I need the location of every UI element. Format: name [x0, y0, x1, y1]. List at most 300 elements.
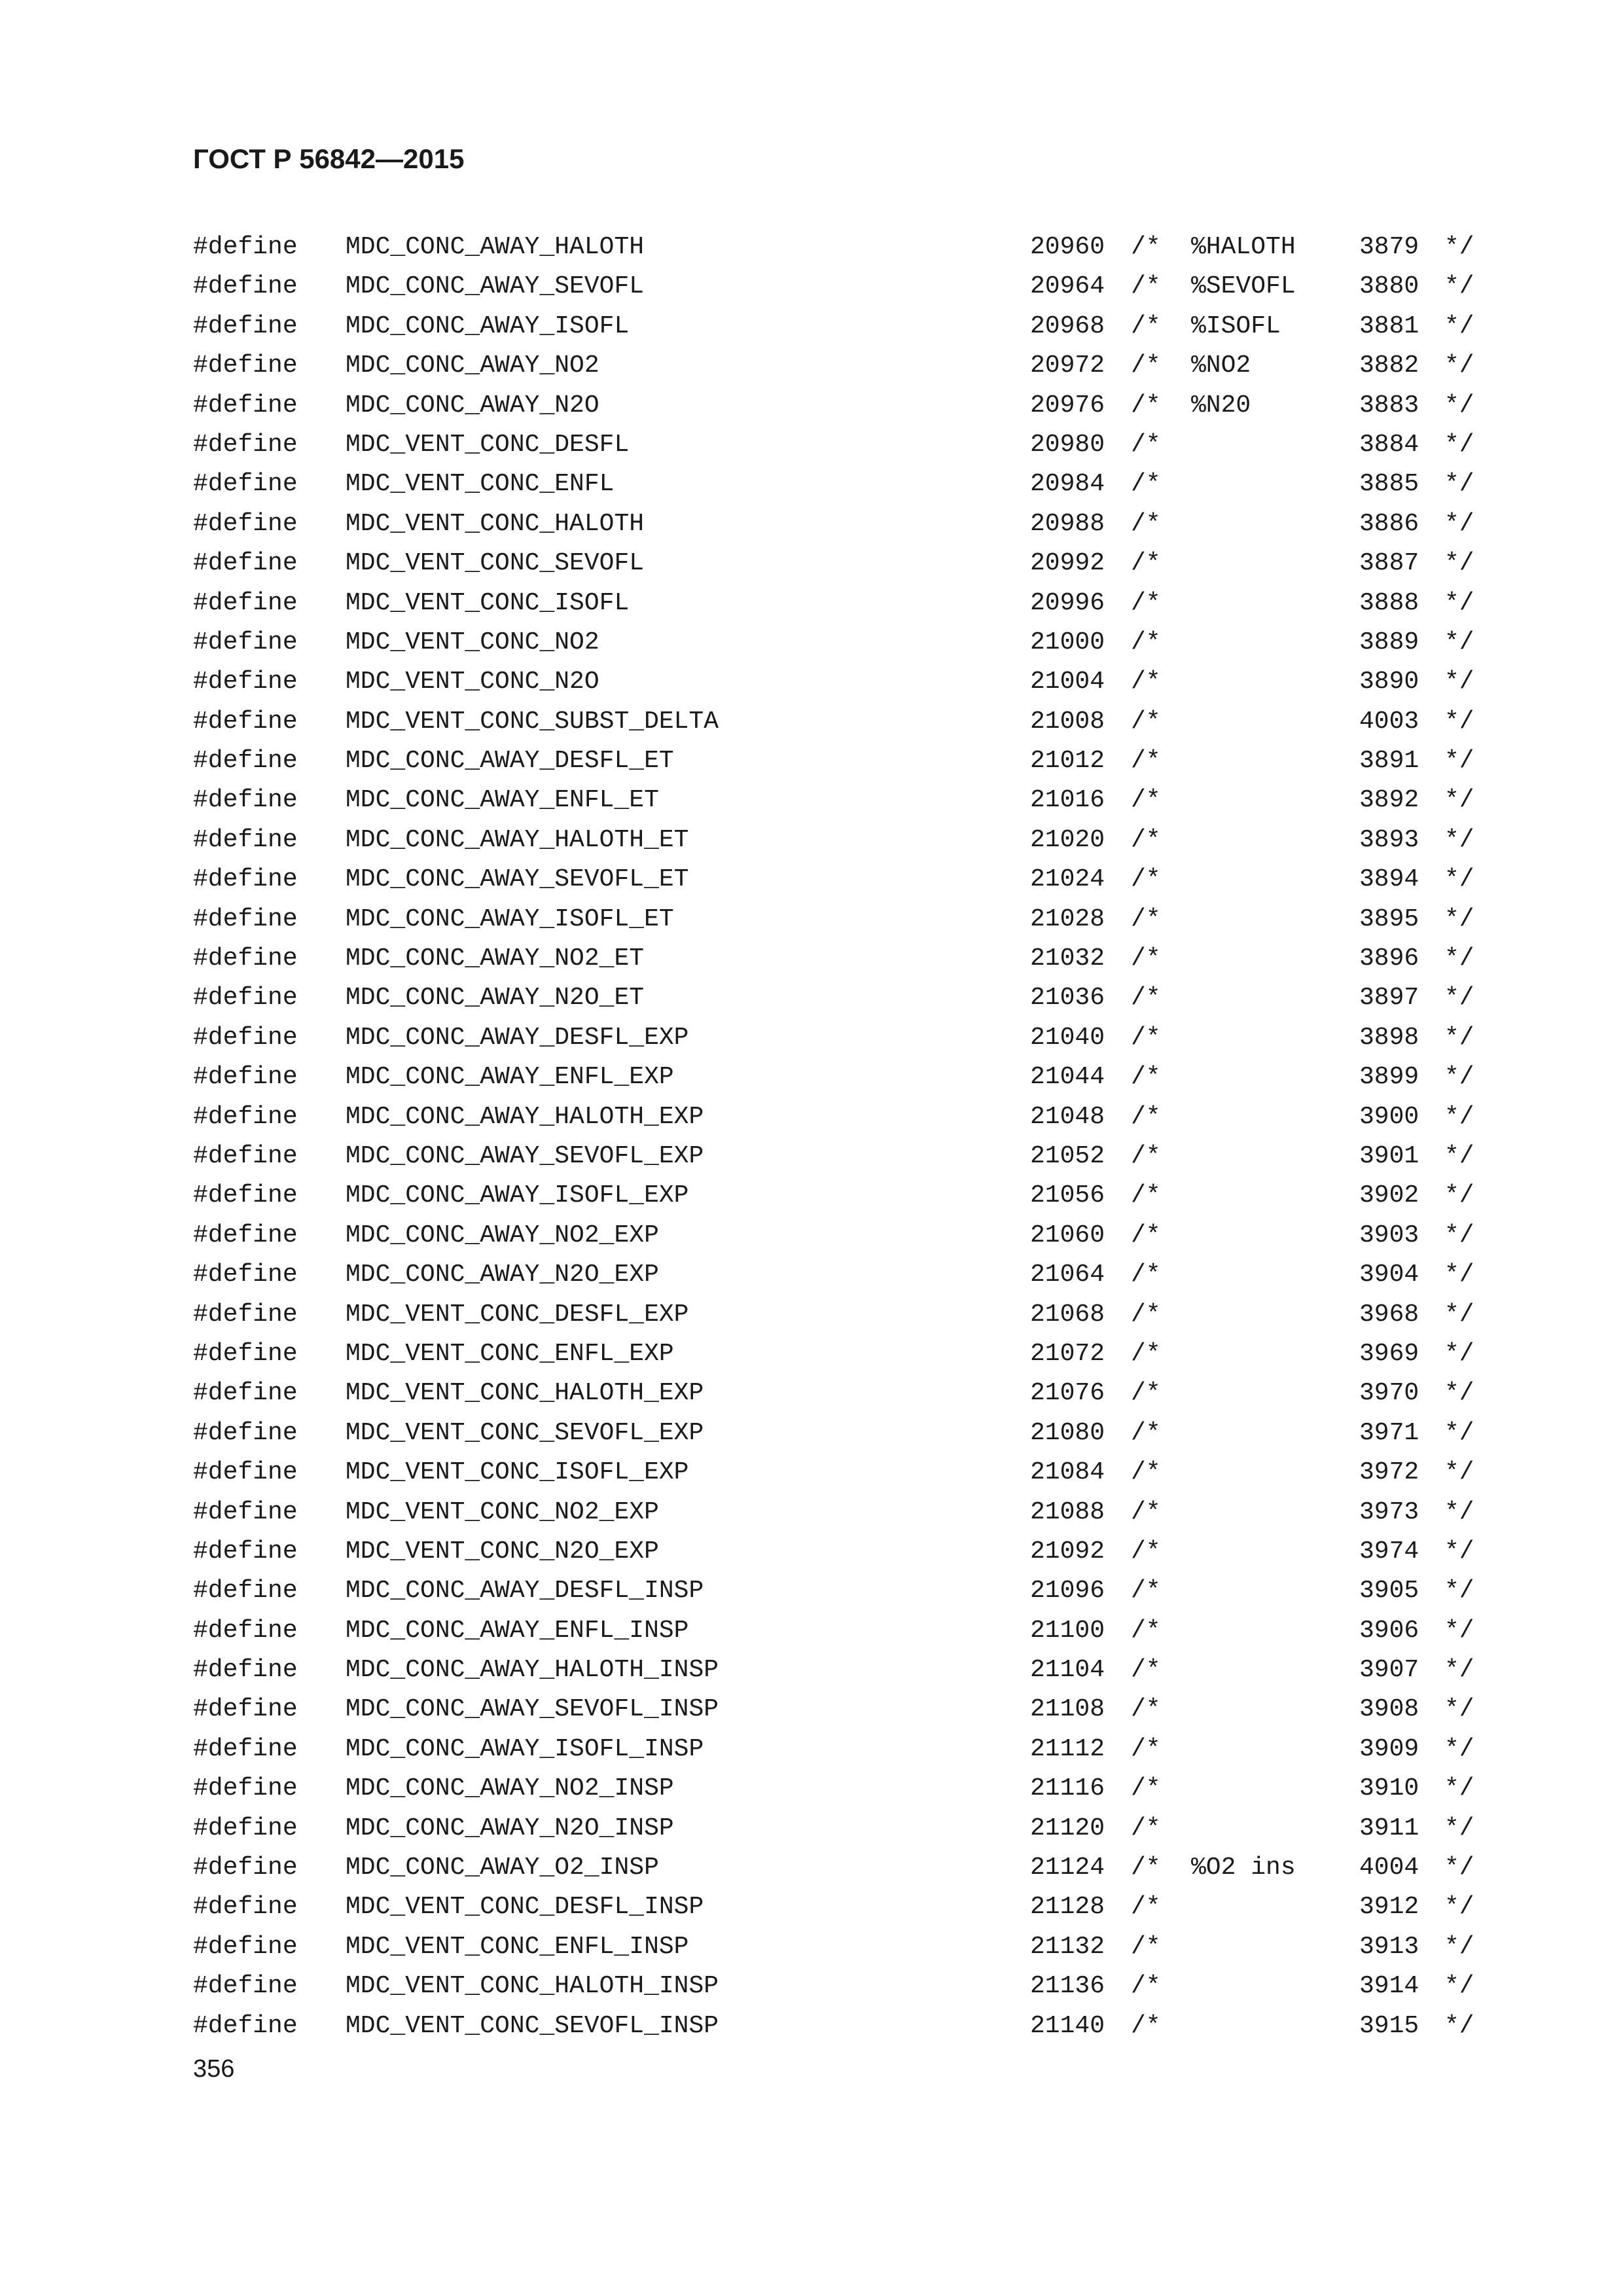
comment-close: */ [1444, 1577, 1474, 1605]
define-keyword: #define [193, 786, 298, 815]
define-keyword: #define [193, 312, 298, 340]
comment-close: */ [1444, 1854, 1474, 1882]
comment-close: */ [1444, 1102, 1474, 1131]
macro-value: 21048 [1030, 1102, 1105, 1131]
macro-name: MDC_VENT_CONC_ISOFL_EXP [346, 1458, 689, 1487]
macro-name: MDC_CONC_AWAY_N2O_EXP [346, 1261, 659, 1289]
comment-close: */ [1444, 944, 1474, 973]
macro-name: MDC_CONC_AWAY_DESFL_EXP [346, 1023, 689, 1052]
code-line [0, 1374, 1623, 1413]
macro-name: MDC_VENT_CONC_NO2 [346, 628, 599, 656]
define-keyword: #define [193, 1458, 298, 1487]
comment-note: %O2 ins [1191, 1854, 1296, 1882]
code-line [0, 505, 1623, 544]
define-keyword: #define [193, 1339, 298, 1368]
macro-name: MDC_VENT_CONC_HALOTH_INSP [346, 1972, 719, 2001]
macro-name: MDC_VENT_CONC_SUBST_DELTA [346, 707, 719, 736]
macro-name: MDC_VENT_CONC_HALOTH [346, 509, 645, 538]
comment-close: */ [1444, 430, 1474, 459]
comment-close: */ [1444, 233, 1474, 261]
code-line [0, 544, 1623, 583]
reference-id: 4003 [1359, 707, 1419, 736]
comment-close: */ [1444, 1458, 1474, 1487]
reference-id: 3910 [1359, 1774, 1419, 1803]
code-line [0, 939, 1623, 978]
comment-close: */ [1444, 1181, 1474, 1210]
code-line [0, 1690, 1623, 1729]
define-keyword: #define [193, 1498, 298, 1526]
code-line [0, 346, 1623, 386]
code-line [0, 1848, 1623, 1888]
define-keyword: #define [193, 1774, 298, 1803]
reference-id: 3883 [1359, 391, 1419, 420]
macro-name: MDC_VENT_CONC_N2O [346, 668, 599, 696]
comment-open: /* [1131, 668, 1161, 696]
comment-close: */ [1444, 1063, 1474, 1092]
comment-open: /* [1131, 1616, 1161, 1645]
reference-id: 3915 [1359, 2011, 1419, 2040]
macro-value: 21036 [1030, 984, 1105, 1013]
define-keyword: #define [193, 233, 298, 261]
macro-value: 21112 [1030, 1734, 1105, 1763]
comment-open: /* [1131, 1300, 1161, 1329]
comment-close: */ [1444, 1616, 1474, 1645]
define-keyword: #define [193, 1221, 298, 1249]
reference-id: 3902 [1359, 1181, 1419, 1210]
define-keyword: #define [193, 747, 298, 776]
comment-open: /* [1131, 1774, 1161, 1803]
comment-close: */ [1444, 1300, 1474, 1329]
reference-id: 3898 [1359, 1023, 1419, 1052]
reference-id: 3909 [1359, 1734, 1419, 1763]
macro-name: MDC_CONC_AWAY_NO2 [346, 351, 599, 380]
macro-name: MDC_CONC_AWAY_HALOTH_EXP [346, 1102, 704, 1131]
macro-value: 20972 [1030, 351, 1105, 380]
code-line [0, 1928, 1623, 1967]
code-line [0, 1532, 1623, 1571]
define-keyword: #define [193, 984, 298, 1013]
code-line [0, 742, 1623, 781]
comment-open: /* [1131, 786, 1161, 815]
reference-id: 3884 [1359, 430, 1419, 459]
macro-name: MDC_CONC_AWAY_O2_INSP [346, 1854, 659, 1882]
reference-id: 3914 [1359, 1972, 1419, 2001]
comment-open: /* [1131, 1537, 1161, 1566]
code-line [0, 1295, 1623, 1335]
comment-close: */ [1444, 825, 1474, 854]
reference-id: 3912 [1359, 1893, 1419, 1922]
comment-close: */ [1444, 865, 1474, 894]
reference-id: 3896 [1359, 944, 1419, 973]
macro-name: MDC_CONC_AWAY_SEVOFL_EXP [346, 1141, 704, 1170]
macro-value: 20960 [1030, 233, 1105, 261]
comment-open: /* [1131, 1656, 1161, 1685]
reference-id: 3890 [1359, 668, 1419, 696]
comment-open: /* [1131, 233, 1161, 261]
comment-open: /* [1131, 628, 1161, 656]
comment-close: */ [1444, 1656, 1474, 1685]
define-keyword: #define [193, 1063, 298, 1092]
code-line [0, 662, 1623, 702]
comment-open: /* [1131, 391, 1161, 420]
macro-name: MDC_VENT_CONC_ENFL [346, 470, 615, 499]
macro-value: 20992 [1030, 549, 1105, 578]
code-line [0, 2007, 1623, 2046]
comment-close: */ [1444, 1695, 1474, 1724]
macro-name: MDC_CONC_AWAY_N2O [346, 391, 599, 420]
define-keyword: #define [193, 1300, 298, 1329]
comment-close: */ [1444, 1734, 1474, 1763]
reference-id: 3892 [1359, 786, 1419, 815]
comment-open: /* [1131, 1932, 1161, 1961]
macro-value: 21012 [1030, 747, 1105, 776]
define-keyword: #define [193, 707, 298, 736]
define-keyword: #define [193, 1261, 298, 1289]
comment-close: */ [1444, 470, 1474, 499]
define-keyword: #define [193, 509, 298, 538]
define-keyword: #define [193, 2011, 298, 2040]
comment-close: */ [1444, 1221, 1474, 1249]
comment-close: */ [1444, 1261, 1474, 1289]
reference-id: 3895 [1359, 905, 1419, 933]
comment-open: /* [1131, 1339, 1161, 1368]
reference-id: 3888 [1359, 588, 1419, 617]
macro-name: MDC_VENT_CONC_ISOFL [346, 588, 630, 617]
comment-open: /* [1131, 747, 1161, 776]
macro-value: 21104 [1030, 1656, 1105, 1685]
define-keyword: #define [193, 1854, 298, 1882]
macro-value: 20964 [1030, 272, 1105, 301]
code-line [0, 1571, 1623, 1611]
reference-id: 3886 [1359, 509, 1419, 538]
reference-id: 3970 [1359, 1379, 1419, 1408]
define-keyword: #define [193, 865, 298, 894]
comment-close: */ [1444, 391, 1474, 420]
comment-close: */ [1444, 628, 1474, 656]
comment-open: /* [1131, 1181, 1161, 1210]
macro-value: 21092 [1030, 1537, 1105, 1566]
reference-id: 3907 [1359, 1656, 1419, 1685]
code-line [0, 386, 1623, 425]
comment-close: */ [1444, 549, 1474, 578]
comment-close: */ [1444, 2011, 1474, 2040]
reference-id: 3891 [1359, 747, 1419, 776]
code-line [0, 1730, 1623, 1769]
macro-value: 21100 [1030, 1616, 1105, 1645]
macro-value: 21056 [1030, 1181, 1105, 1210]
macro-value: 20980 [1030, 430, 1105, 459]
code-line [0, 1414, 1623, 1453]
macro-value: 21116 [1030, 1774, 1105, 1803]
macro-value: 21108 [1030, 1695, 1105, 1724]
comment-note: %SEVOFL [1191, 272, 1296, 301]
define-keyword: #define [193, 668, 298, 696]
define-keyword: #define [193, 470, 298, 499]
comment-open: /* [1131, 351, 1161, 380]
macro-name: MDC_VENT_CONC_N2O_EXP [346, 1537, 659, 1566]
define-keyword: #define [193, 588, 298, 617]
define-keyword: #define [193, 1023, 298, 1052]
code-line [0, 860, 1623, 899]
comment-open: /* [1131, 865, 1161, 894]
comment-open: /* [1131, 1141, 1161, 1170]
comment-close: */ [1444, 707, 1474, 736]
code-line [0, 900, 1623, 939]
macro-name: MDC_VENT_CONC_SEVOFL_INSP [346, 2011, 719, 2040]
comment-open: /* [1131, 1695, 1161, 1724]
comment-note: %N20 [1191, 391, 1251, 420]
comment-open: /* [1131, 825, 1161, 854]
reference-id: 3899 [1359, 1063, 1419, 1092]
reference-id: 3893 [1359, 825, 1419, 854]
comment-open: /* [1131, 272, 1161, 301]
comment-close: */ [1444, 509, 1474, 538]
macro-name: MDC_CONC_AWAY_NO2_INSP [346, 1774, 674, 1803]
define-keyword: #define [193, 1102, 298, 1131]
comment-close: */ [1444, 1339, 1474, 1368]
macro-value: 21088 [1030, 1498, 1105, 1526]
comment-close: */ [1444, 1498, 1474, 1526]
define-keyword: #define [193, 1734, 298, 1763]
comment-open: /* [1131, 905, 1161, 933]
code-line [0, 781, 1623, 820]
comment-close: */ [1444, 984, 1474, 1013]
comment-close: */ [1444, 1379, 1474, 1408]
comment-open: /* [1131, 1577, 1161, 1605]
reference-id: 3969 [1359, 1339, 1419, 1368]
reference-id: 3974 [1359, 1537, 1419, 1566]
code-line [0, 1176, 1623, 1215]
macro-value: 21032 [1030, 944, 1105, 973]
reference-id: 3897 [1359, 984, 1419, 1013]
comment-open: /* [1131, 1972, 1161, 2001]
reference-id: 3887 [1359, 549, 1419, 578]
comment-close: */ [1444, 747, 1474, 776]
macro-value: 21004 [1030, 668, 1105, 696]
reference-id: 3880 [1359, 272, 1419, 301]
macro-name: MDC_CONC_AWAY_ISOFL_INSP [346, 1734, 704, 1763]
macro-name: MDC_CONC_AWAY_ISOFL_EXP [346, 1181, 689, 1210]
reference-id: 3913 [1359, 1932, 1419, 1961]
code-line [0, 307, 1623, 346]
code-line [0, 1967, 1623, 2006]
macro-value: 20988 [1030, 509, 1105, 538]
define-keyword: #define [193, 905, 298, 933]
document-header [193, 145, 464, 173]
macro-value: 20984 [1030, 470, 1105, 499]
define-keyword: #define [193, 1972, 298, 2001]
macro-name: MDC_CONC_AWAY_SEVOFL [346, 272, 645, 301]
macro-value: 21060 [1030, 1221, 1105, 1249]
reference-id: 3971 [1359, 1418, 1419, 1447]
define-keyword: #define [193, 1418, 298, 1447]
code-line [0, 465, 1623, 504]
define-keyword: #define [193, 1181, 298, 1210]
code-line [0, 702, 1623, 742]
macro-value: 21020 [1030, 825, 1105, 854]
define-keyword: #define [193, 1893, 298, 1922]
define-keyword: #define [193, 1577, 298, 1605]
macro-name: MDC_CONC_AWAY_DESFL_INSP [346, 1577, 704, 1605]
macro-name: MDC_CONC_AWAY_N2O_ET [346, 984, 645, 1013]
macro-value: 21076 [1030, 1379, 1105, 1408]
comment-open: /* [1131, 1023, 1161, 1052]
reference-id: 3903 [1359, 1221, 1419, 1249]
code-line [0, 267, 1623, 306]
define-keyword: #define [193, 549, 298, 578]
code-line [0, 1769, 1623, 1808]
comment-open: /* [1131, 509, 1161, 538]
macro-name: MDC_CONC_AWAY_ISOFL [346, 312, 630, 340]
macro-value: 20996 [1030, 588, 1105, 617]
reference-id: 4004 [1359, 1854, 1419, 1882]
define-keyword: #define [193, 391, 298, 420]
reference-id: 3968 [1359, 1300, 1419, 1329]
code-line [0, 228, 1623, 267]
reference-id: 3881 [1359, 312, 1419, 340]
comment-open: /* [1131, 1261, 1161, 1289]
define-keyword: #define [193, 1932, 298, 1961]
code-line [0, 821, 1623, 860]
reference-id: 3885 [1359, 470, 1419, 499]
macro-name: MDC_VENT_CONC_DESFL_INSP [346, 1893, 704, 1922]
macro-name: MDC_CONC_AWAY_ENFL_INSP [346, 1616, 689, 1645]
macro-name: MDC_VENT_CONC_DESFL [346, 430, 630, 459]
macro-name: MDC_CONC_AWAY_SEVOFL_ET [346, 865, 689, 894]
comment-close: */ [1444, 786, 1474, 815]
macro-value: 21016 [1030, 786, 1105, 815]
comment-open: /* [1131, 1418, 1161, 1447]
define-keyword: #define [193, 272, 298, 301]
code-line [0, 1809, 1623, 1848]
macro-value: 21052 [1030, 1141, 1105, 1170]
comment-close: */ [1444, 905, 1474, 933]
define-keyword: #define [193, 1141, 298, 1170]
reference-id: 3879 [1359, 233, 1419, 261]
code-line [0, 1335, 1623, 1374]
comment-close: */ [1444, 1932, 1474, 1961]
comment-close: */ [1444, 588, 1474, 617]
macro-value: 21124 [1030, 1854, 1105, 1882]
macro-name: MDC_CONC_AWAY_SEVOFL_INSP [346, 1695, 719, 1724]
macro-name: MDC_CONC_AWAY_ISOFL_ET [346, 905, 674, 933]
comment-open: /* [1131, 1854, 1161, 1882]
comment-open: /* [1131, 549, 1161, 578]
reference-id: 3894 [1359, 865, 1419, 894]
define-keyword: #define [193, 628, 298, 656]
code-line [0, 1098, 1623, 1137]
macro-value: 21080 [1030, 1418, 1105, 1447]
reference-id: 3905 [1359, 1577, 1419, 1605]
comment-open: /* [1131, 1102, 1161, 1131]
comment-open: /* [1131, 984, 1161, 1013]
macro-value: 21120 [1030, 1814, 1105, 1842]
macro-value: 21000 [1030, 628, 1105, 656]
macro-value: 21040 [1030, 1023, 1105, 1052]
define-keyword: #define [193, 430, 298, 459]
code-line [0, 1888, 1623, 1927]
macro-value: 21068 [1030, 1300, 1105, 1329]
comment-note: %ISOFL [1191, 312, 1281, 340]
macro-name: MDC_CONC_AWAY_DESFL_ET [346, 747, 674, 776]
comment-open: /* [1131, 430, 1161, 459]
reference-id: 3973 [1359, 1498, 1419, 1526]
code-line [0, 623, 1623, 662]
define-keyword: #define [193, 1814, 298, 1842]
reference-id: 3904 [1359, 1261, 1419, 1289]
comment-close: */ [1444, 1814, 1474, 1842]
code-line [0, 1651, 1623, 1690]
comment-note: %HALOTH [1191, 233, 1296, 261]
macro-name: MDC_CONC_AWAY_HALOTH [346, 233, 645, 261]
macro-value: 21024 [1030, 865, 1105, 894]
comment-close: */ [1444, 351, 1474, 380]
reference-id: 3906 [1359, 1616, 1419, 1645]
code-line [0, 978, 1623, 1018]
code-listing [0, 228, 1623, 2046]
macro-value: 20976 [1030, 391, 1105, 420]
code-line [0, 1611, 1623, 1651]
macro-value: 21072 [1030, 1339, 1105, 1368]
macro-name: MDC_CONC_AWAY_NO2_EXP [346, 1221, 659, 1249]
comment-open: /* [1131, 1734, 1161, 1763]
code-line [0, 584, 1623, 623]
reference-id: 3972 [1359, 1458, 1419, 1487]
comment-open: /* [1131, 312, 1161, 340]
macro-name: MDC_VENT_CONC_SEVOFL [346, 549, 645, 578]
macro-value: 21044 [1030, 1063, 1105, 1092]
macro-value: 21084 [1030, 1458, 1105, 1487]
comment-close: */ [1444, 1972, 1474, 2001]
code-line [0, 1216, 1623, 1255]
define-keyword: #define [193, 825, 298, 854]
define-keyword: #define [193, 1537, 298, 1566]
comment-open: /* [1131, 1498, 1161, 1526]
macro-value: 21028 [1030, 905, 1105, 933]
macro-name: MDC_VENT_CONC_ENFL_EXP [346, 1339, 674, 1368]
reference-id: 3900 [1359, 1102, 1419, 1131]
macro-value: 21128 [1030, 1893, 1105, 1922]
comment-open: /* [1131, 944, 1161, 973]
page-number: 356 [193, 2055, 235, 2083]
macro-name: MDC_VENT_CONC_SEVOFL_EXP [346, 1418, 704, 1447]
comment-open: /* [1131, 1814, 1161, 1842]
comment-note: %NO2 [1191, 351, 1251, 380]
reference-id: 3882 [1359, 351, 1419, 380]
comment-close: */ [1444, 1023, 1474, 1052]
reference-id: 3889 [1359, 628, 1419, 656]
macro-name: MDC_CONC_AWAY_HALOTH_ET [346, 825, 689, 854]
macro-value: 21136 [1030, 1972, 1105, 2001]
macro-name: MDC_CONC_AWAY_ENFL_ET [346, 786, 659, 815]
macro-name: MDC_CONC_AWAY_N2O_INSP [346, 1814, 674, 1842]
code-line [0, 425, 1623, 465]
code-line [0, 1018, 1623, 1058]
code-line [0, 1255, 1623, 1295]
code-line [0, 1058, 1623, 1097]
standard-designation: ГОСТ Р 56842—2015 [193, 143, 465, 174]
comment-close: */ [1444, 668, 1474, 696]
macro-name: MDC_VENT_CONC_NO2_EXP [346, 1498, 659, 1526]
comment-open: /* [1131, 1458, 1161, 1487]
comment-open: /* [1131, 588, 1161, 617]
macro-value: 21096 [1030, 1577, 1105, 1605]
macro-value: 21064 [1030, 1261, 1105, 1289]
code-line [0, 1453, 1623, 1492]
macro-value: 21140 [1030, 2011, 1105, 2040]
macro-name: MDC_VENT_CONC_DESFL_EXP [346, 1300, 689, 1329]
comment-open: /* [1131, 1379, 1161, 1408]
